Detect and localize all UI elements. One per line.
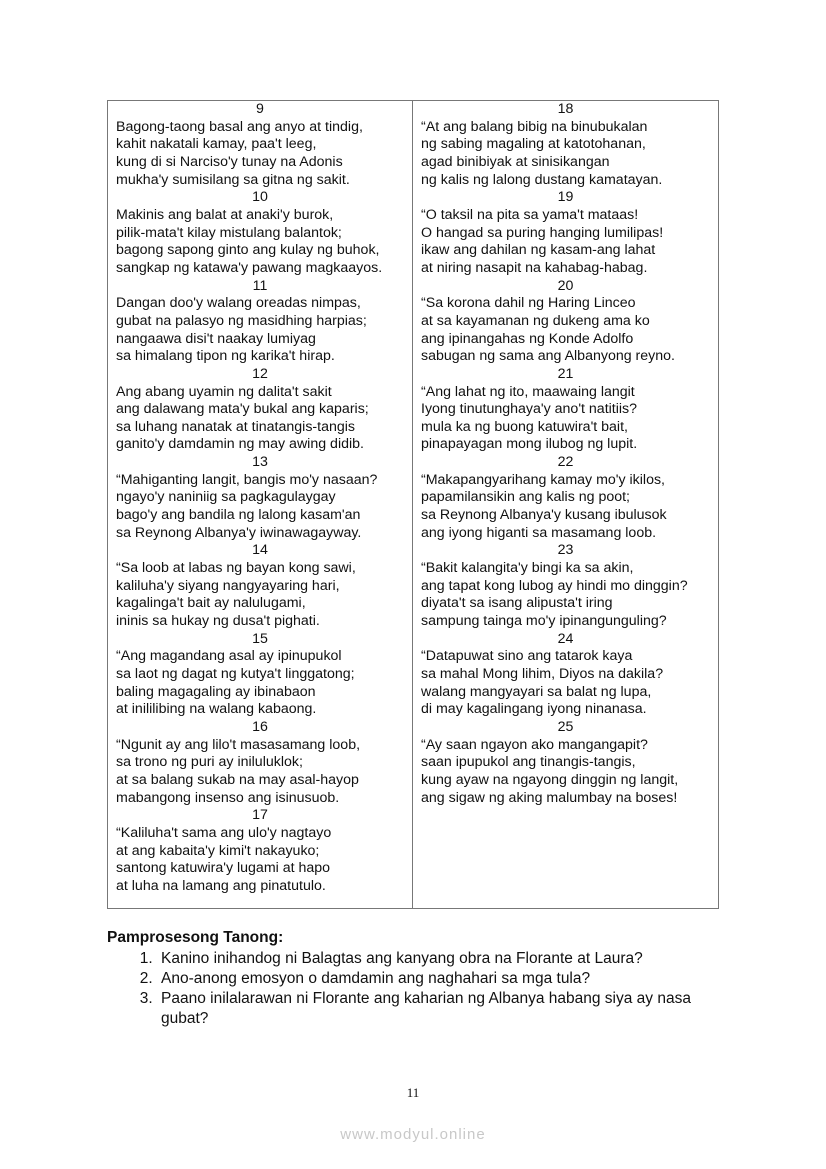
stanza-line: santong katuwira'y lugami at hapo [116, 860, 331, 877]
stanza-line: “Mahiganting langit, bangis mo'y nasaan? [116, 471, 378, 488]
stanza-number: 12 [252, 365, 268, 382]
stanza-line: Bagong-taong basal ang anyo at tindig, [116, 118, 363, 135]
stanza-line: “Makapangyarihang kamay mo'y ikilos, [421, 471, 666, 488]
stanza-number: 25 [557, 718, 574, 735]
stanza-line: di may kagalingang iyong ninanasa. [421, 701, 647, 718]
stanza-number: 11 [252, 277, 268, 294]
stanza-line: ng sabing magaling at katotohanan, [421, 136, 646, 153]
stanza-line: mabangong insenso ang isinusuob. [116, 789, 340, 806]
stanza-line: “Datapuwat sino ang tatarok kaya [421, 648, 633, 665]
question-item: 1. Kanino inihandog ni Balagtas ang kanyang obra na Florante at Laura? [157, 949, 727, 969]
stanza-line: bagong sapong ginto ang kulay ng buhok, [116, 242, 380, 259]
stanza-line: ganito'y damdamin ng may awing didib. [116, 436, 364, 453]
stanza-line: at luha na lamang ang pinatutulo. [116, 877, 326, 894]
stanza-line: “Bakit kalangita'y bingi ka sa akin, [421, 560, 634, 577]
stanza-line: ang tapat kong lubog ay hindi mo dinggin? [421, 577, 688, 594]
stanza-line: kaliluha'y siyang nangyayaring hari, [116, 577, 340, 594]
stanza-line: walang mangyayari sa balat ng lupa, [421, 683, 652, 700]
question-item: 2. Ano-anong emosyon o damdamin ang naghahari sa mga tula? [157, 969, 727, 989]
page-number: 11 [406, 1085, 420, 1100]
stanza-number: 20 [557, 277, 574, 294]
stanza-line: Ang abang uyamin ng dalita't sakit [116, 383, 332, 400]
stanza-line: bago'y ang bandila ng lalong kasam'an [116, 507, 361, 524]
stanza-line: sampung tainga mo'y ipinangunguling? [421, 613, 667, 630]
stanza [116, 454, 412, 542]
stanza-line: sa himalang tipon ng karika't hirap. [116, 348, 335, 365]
stanza [421, 278, 718, 366]
stanza-number: 23 [557, 542, 574, 559]
processing-questions [107, 929, 727, 1029]
stanza-number: 18 [557, 101, 574, 117]
stanza-line: “Ang lahat ng ito, maawaing langit [421, 383, 635, 400]
stanza-line: ang ipinangahas ng Konde Adolfo [421, 330, 634, 347]
stanza-number: 19 [557, 189, 574, 206]
stanza-line: nangaawa disi't naakay lumiyag [116, 330, 316, 347]
stanza-line: kung di si Narciso'y tunay na Adonis [116, 153, 343, 170]
stanza-line: sa laot ng dagat ng kutya't linggatong; [116, 666, 355, 682]
stanza [116, 807, 412, 895]
stanza-line: Dangan doo'y walang oreadas nimpas, [116, 295, 361, 312]
poem-column-left [108, 101, 413, 908]
stanza-number: 17 [252, 807, 268, 824]
stanza [116, 719, 412, 807]
stanza [116, 189, 412, 277]
stanza-line: mula ka ng buong katuwira't bait, [421, 418, 628, 435]
stanza-line: ikaw ang dahilan ng kasam-ang lahat [421, 242, 656, 259]
stanza-line: sa mahal Mong lihim, Diyos na dakila? [421, 666, 664, 682]
stanza-line: Iyong tinutunghaya'y ano't natitiis? [421, 401, 638, 418]
stanza [421, 189, 718, 277]
stanza-line: agad binibiyak at sinisikangan [421, 153, 610, 170]
stanza-line: “Sa loob at labas ng bayan kong sawi, [116, 560, 356, 577]
stanza-line: at niring nasapit na kahabag-habag. [421, 259, 648, 276]
stanza-line: ngayo'y naniniig sa pagkagulaygay [116, 489, 336, 506]
stanza-line: sangkap ng katawa'y pawang magkaayos. [116, 259, 383, 276]
stanza-number: 10 [252, 189, 268, 206]
stanza-line: Makinis ang balat at anaki'y burok, [116, 206, 334, 223]
stanza-line: mukha'y sumisilang sa gitna ng sakit. [116, 171, 350, 188]
stanza-number: 9 [256, 101, 264, 117]
stanza-number: 15 [252, 630, 268, 647]
stanza-line: ang sigaw ng aking malumbay na boses! [421, 789, 678, 806]
stanza-line: kahit nakatali kamay, paa't leeg, [116, 136, 317, 153]
stanza [116, 278, 412, 366]
questions-title: Pamprosesong Tanong: [107, 929, 284, 946]
stanza-number: 24 [557, 630, 574, 647]
stanza-line: at ang kabaita'y kimi't nakayuko; [116, 842, 320, 859]
poem-table [107, 100, 719, 909]
stanza-line: at sa kayamanan ng dukeng ama ko [421, 312, 650, 329]
watermark: www.modyul.online [340, 1126, 486, 1143]
stanza-line: sa luhang nanatak at tinatangis-tangis [116, 418, 355, 435]
stanza-number: 14 [252, 542, 268, 559]
stanza-line: “Kaliluha't sama ang ulo'y nagtayo [116, 824, 332, 841]
stanza-line: ng kalis ng lalong dustang kamatayan. [421, 171, 663, 188]
stanza-line: sa Reynong Albanya'y kusang ibulusok [421, 507, 667, 524]
stanza-number: 16 [252, 718, 268, 735]
stanza-line: sabugan ng sama ang Albanyong reyno. [421, 348, 675, 365]
stanza [421, 101, 718, 189]
question-item: 3. Paano inilalarawan ni Florante ang kaharian ng Albanya habang siya ay nasa gubat? [157, 989, 727, 1029]
stanza-line: diyata't sa isang alipusta't iring [421, 595, 613, 612]
stanza [116, 366, 412, 454]
stanza [116, 542, 412, 630]
stanza-line: at inililibing na walang kabaong. [116, 701, 317, 718]
stanza-line: “O taksil na pita sa yama't mataas! [421, 206, 639, 223]
stanza-line: O hangad sa puring hanging lumilipas! [421, 224, 664, 241]
stanza-line: sa trono ng puri ay iniluluklok; [116, 754, 303, 771]
stanza-line: gubat na palasyo ng masidhing harpias; [116, 312, 367, 329]
questions-list [107, 949, 727, 1029]
stanza [116, 101, 412, 189]
stanza-line: “Ngunit ay ang lilo't masasamang loob, [116, 736, 361, 753]
stanza [421, 454, 718, 542]
stanza-line: ang dalawang mata'y bukal ang kaparis; [116, 401, 369, 418]
stanza-number: 13 [252, 454, 268, 471]
stanza-line: pilik-mata't kilay mistulang balantok; [116, 224, 342, 241]
stanza-line: “Ay saan ngayon ako mangangapit? [421, 736, 648, 753]
stanza-line: “Sa korona dahil ng Haring Linceo [421, 295, 636, 312]
stanza [421, 719, 718, 807]
stanza-line: “Ang magandang asal ay ipinupukol [116, 648, 342, 665]
stanza-line: saan ipupukol ang tinangis-tangis, [421, 754, 636, 771]
stanza-line: baling magagaling ay ibinabaon [116, 683, 316, 700]
stanza-line: pinapayagan mong ilubog ng lupit. [421, 436, 638, 453]
stanza [116, 631, 412, 719]
stanza-line: kung ayaw na ngayong dinggin ng langit, [421, 771, 679, 788]
stanza-line: ininis sa hukay ng dusa't pighati. [116, 613, 320, 630]
stanza-line: papamilansikin ang kalis ng poot; [421, 489, 631, 506]
stanza-number: 22 [557, 454, 574, 471]
stanza-line: at sa balang sukab na may asal-hayop [116, 771, 359, 788]
poem-column-right [413, 101, 718, 908]
stanza [421, 631, 718, 719]
stanza [421, 542, 718, 630]
stanza-line: sa Reynong Albanya'y iwinawagayway. [116, 524, 362, 541]
stanza-number: 21 [557, 365, 574, 382]
stanza [421, 366, 718, 454]
stanza-line: ang iyong higanti sa masamang loob. [421, 524, 657, 541]
stanza-line: “At ang balang bibig na binubukalan [421, 118, 648, 135]
stanza-line: kagalinga't bait ay nalulugami, [116, 595, 306, 612]
